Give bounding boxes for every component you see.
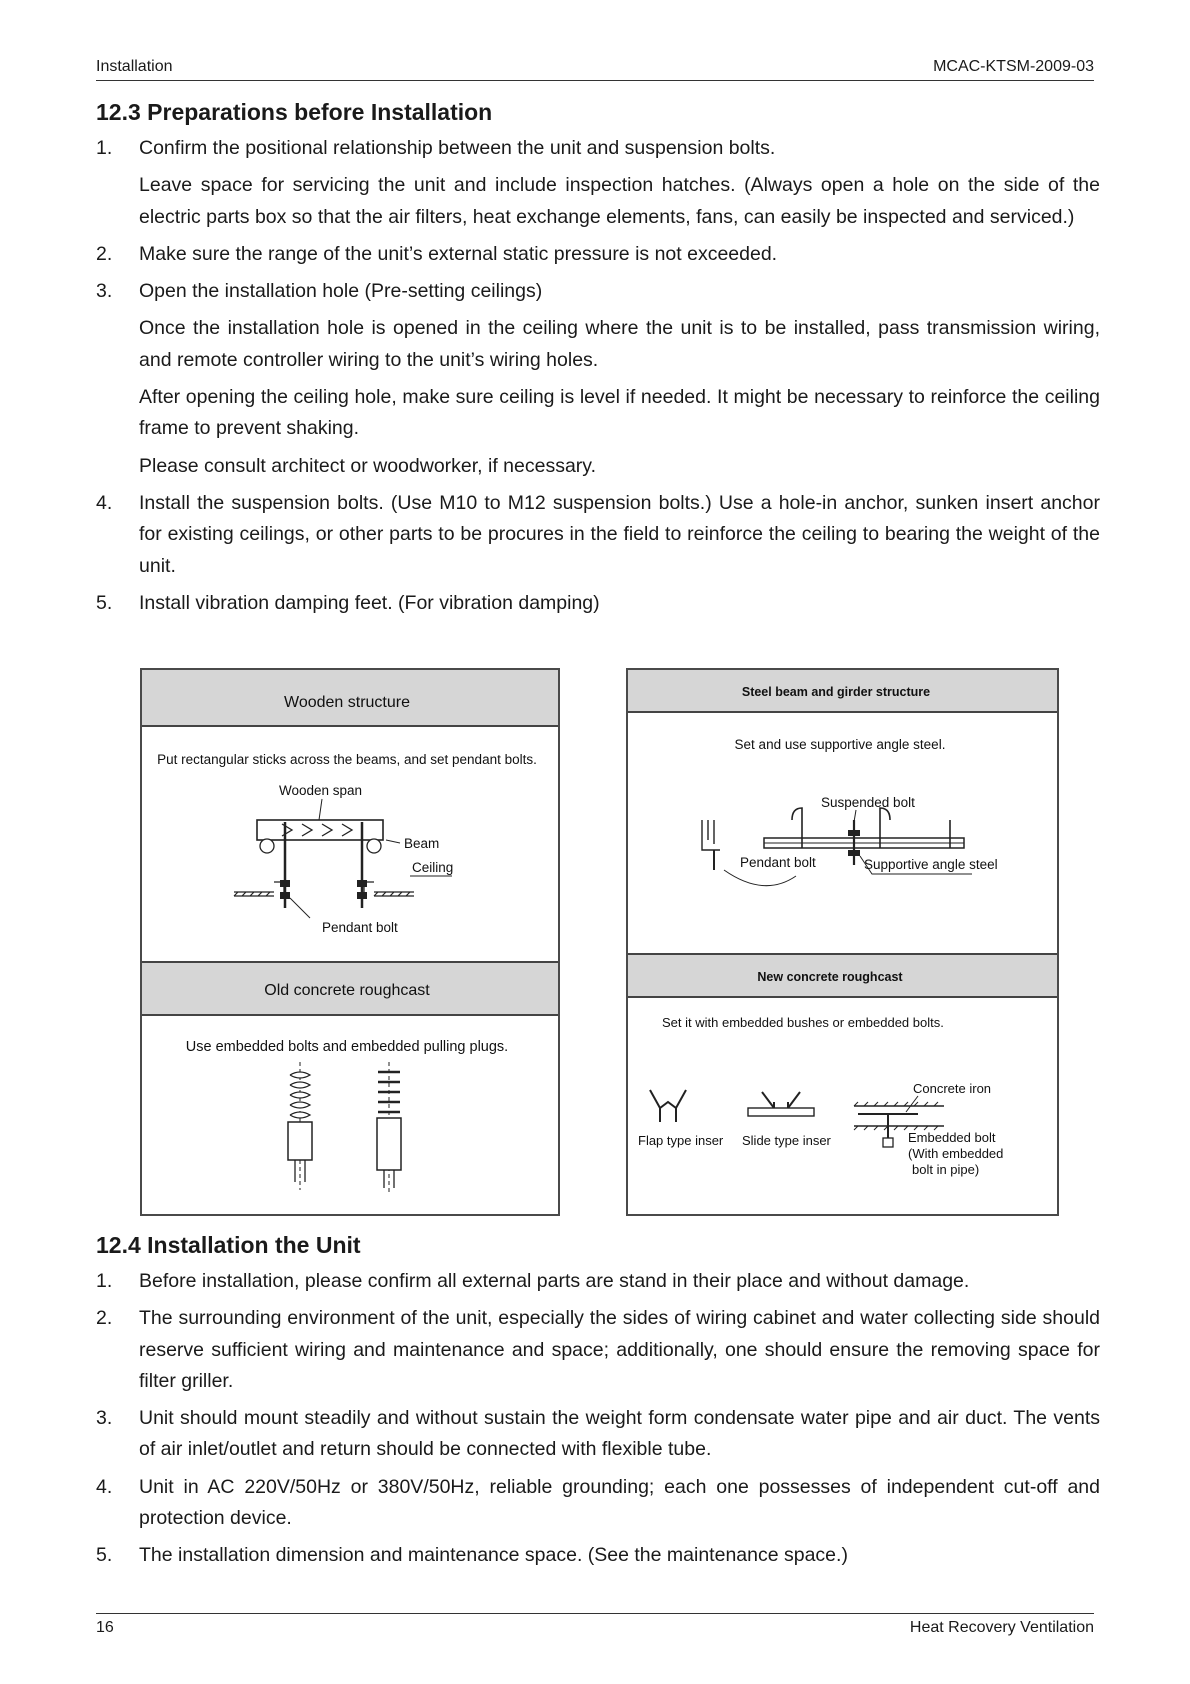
item-number: 1.: [96, 137, 113, 159]
steel-caption: Set and use supportive angle steel.: [734, 737, 946, 752]
wooden-span-beam: [257, 820, 383, 840]
list-item: [96, 1540, 1100, 1571]
list-item: [96, 239, 1100, 270]
item-number: 5.: [96, 591, 113, 614]
embedded-bolt-body: [288, 1122, 312, 1160]
figure-steel-and-new-concrete: [626, 668, 1059, 1216]
page-header: [96, 58, 1094, 80]
footer-rule: [96, 1613, 1094, 1614]
wooden-caption: Put rectangular sticks across the beams, and set pendant bolts.: [157, 752, 537, 767]
label-suspended-bolt: Suspended bolt: [821, 795, 915, 810]
nut: [357, 892, 367, 899]
concrete-slab-edge: [854, 1106, 944, 1126]
section-12-4-title: 12.4 Installation the Unit: [96, 1232, 361, 1258]
label-embedded-bolt: Embedded bolt: [908, 1130, 996, 1145]
label-concrete-iron: Concrete iron: [913, 1081, 992, 1096]
list-item: [96, 133, 1100, 233]
pulling-plug-body: [377, 1118, 401, 1170]
section-12-4-list: [96, 1266, 1100, 1578]
item-text: Open the installation hole (Pre-setting ceilings): [139, 280, 543, 303]
label-embedded-bolt-line2: (With embedded: [908, 1146, 1004, 1161]
slide-insert-plate: [748, 1108, 814, 1116]
list-item: [96, 1303, 1100, 1397]
item-text: Leave space for servicing the unit and include inspection hatches. (Always open a hole on the side of the electric parts box so that the air filters, heat exchange elements, fans, can easily be inspected and serviced.): [139, 174, 1100, 228]
label-pendant-bolt: Pendant bolt: [740, 855, 816, 870]
header-section: Installation: [96, 58, 173, 75]
item-number: 5.: [96, 1544, 113, 1567]
nut: [280, 892, 290, 899]
slide-type-insert: [762, 1092, 800, 1108]
list-item: [96, 488, 1100, 582]
item-number: 3.: [96, 280, 113, 303]
figure-right-drawing: [628, 670, 1057, 1214]
beam-end: [367, 839, 381, 853]
beam-end: [260, 839, 274, 853]
leader-line: [290, 898, 310, 918]
figure-wooden-and-old-concrete: [140, 668, 560, 1216]
flap-type-insert: [650, 1090, 686, 1122]
header-rule: [96, 80, 1094, 81]
leader-line: [386, 840, 400, 843]
item-text: After opening the ceiling hole, make sure ceiling is level if needed. It might be necessary to reinforce the ceiling frame to prevent shaking.: [139, 386, 1100, 440]
ceiling-hatch: [234, 892, 274, 896]
item-text: The installation dimension and maintenance space. (See the maintenance space.): [139, 1544, 848, 1567]
footer-title: Heat Recovery Ventilation: [909, 1619, 1094, 1636]
list-item: [96, 276, 1100, 482]
angle-bracket: [702, 820, 720, 850]
item-text: Install vibration damping feet. (For vibration damping): [139, 591, 600, 614]
item-number: 3.: [96, 1407, 113, 1430]
new-concrete-title: New concrete roughcast: [757, 970, 903, 984]
label-ceiling: Ceiling: [412, 860, 454, 875]
old-concrete-title: Old concrete roughcast: [264, 982, 430, 999]
label-supportive-angle-steel: Supportive angle steel: [864, 857, 998, 872]
leader-line: [724, 870, 796, 886]
item-number: 2.: [96, 1307, 113, 1330]
item-number: 4.: [96, 491, 113, 514]
wooden-title: Wooden structure: [284, 694, 410, 711]
embedded-bolt-nut: [883, 1138, 893, 1147]
label-flap-type: Flap type inser: [638, 1133, 724, 1148]
item-text: Unit in AC 220V/50Hz or 380V/50Hz, reliable grounding; each one possesses of independent cut-off and protection device.: [139, 1475, 1100, 1530]
page-footer: [96, 1619, 1094, 1641]
ceiling-hatch: [374, 892, 414, 896]
item-text: Confirm the positional relationship between the unit and suspension bolts.: [139, 137, 776, 159]
nut: [848, 830, 860, 836]
list-item: [96, 1266, 1100, 1297]
item-number: 1.: [96, 1270, 113, 1292]
label-slide-type: Slide type inser: [742, 1133, 831, 1148]
label-pendant-bolt: Pendant bolt: [322, 920, 398, 935]
new-concrete-caption: Set it with embedded bushes or embedded bolts.: [662, 1015, 944, 1030]
list-item: [96, 1403, 1100, 1466]
figure-left-drawing: [142, 670, 558, 1214]
nut: [357, 880, 367, 887]
section-12-3-list: [96, 133, 1100, 625]
item-text: Once the installation hole is opened in the ceiling where the unit is to be installed, pass transmission wiring, and remote controller wiring to the unit’s wiring holes.: [139, 317, 1100, 371]
label-embedded-bolt-line3: bolt in pipe): [912, 1162, 980, 1177]
nut: [848, 850, 860, 856]
list-item: [96, 588, 1100, 619]
label-beam: Beam: [404, 836, 440, 851]
item-number: 4.: [96, 1475, 113, 1498]
nut: [280, 880, 290, 887]
item-text: Please consult architect or woodworker, if necessary.: [139, 454, 597, 477]
item-text: Unit should mount steadily and without sustain the weight form condensate water pipe and air duct. The vents of air inlet/outlet and return should be connected with flexible tube.: [139, 1407, 1100, 1461]
item-text: Install the suspension bolts. (Use M10 to M12 suspension bolts.) Use a hole-in anchor, sunken insert anchor for existing ceilings, or other parts to be procures in the field to reinforce the ceiling to bearing the weight of the unit.: [139, 491, 1100, 577]
leader-line: [319, 799, 322, 820]
old-concrete-caption: Use embedded bolts and embedded pulling plugs.: [185, 1039, 509, 1055]
header-doc-code: MCAC-KTSM-2009-03: [933, 58, 1094, 75]
section-12-3-title: 12.3 Preparations before Installation: [96, 99, 493, 125]
steel-title: Steel beam and girder structure: [741, 685, 931, 699]
item-text: The surrounding environment of the unit, especially the sides of wiring cabinet and water collecting side should reserve sufficient wiring and maintenance and space; additionally, one should ensure the removing space for filter griller.: [139, 1307, 1100, 1392]
item-text: Make sure the range of the unit’s external static pressure is not exceeded.: [139, 242, 778, 265]
item-number: 2.: [96, 242, 113, 265]
label-wooden-span: Wooden span: [279, 783, 363, 798]
item-text: Before installation, please confirm all external parts are stand in their place and without damage.: [139, 1270, 970, 1292]
page-number: 16: [96, 1619, 114, 1636]
list-item: [96, 1472, 1100, 1535]
